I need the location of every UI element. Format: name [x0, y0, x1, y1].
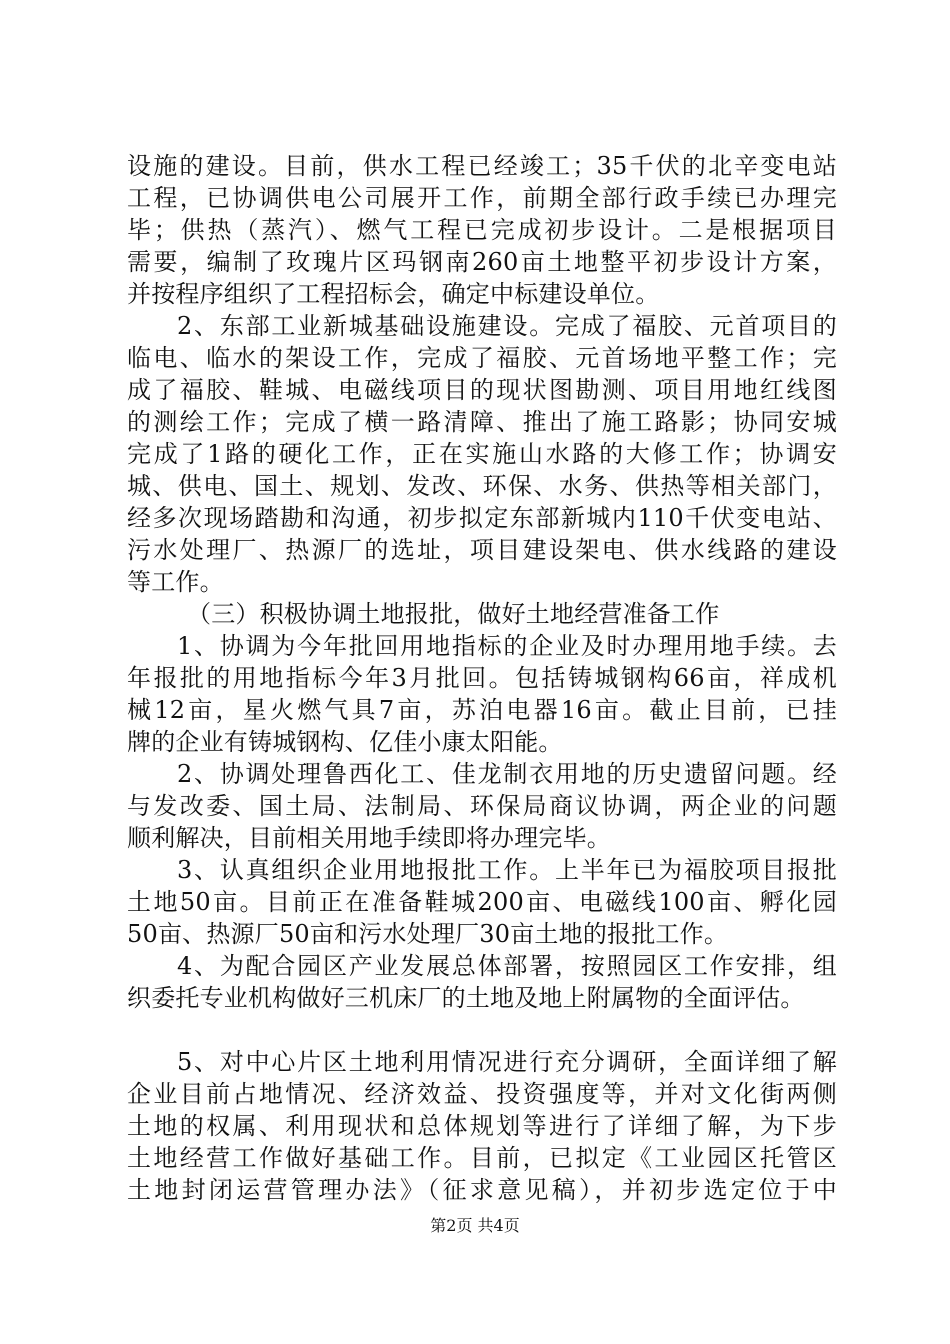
paragraph: [127, 310, 837, 598]
text-line: 4、为配合园区产业发展总体部署，按照园区工作安排，组: [177, 952, 837, 980]
text-line: 械12亩，星火燃气具7亩，苏泊电器16亩。截止目前，已挂: [127, 696, 837, 724]
text-line: 城、供电、国土、规划、发改、环保、水务、供热等相关部门，: [127, 472, 837, 500]
text-line: 成了福胶、鞋城、电磁线项目的现状图勘测、项目用地红线图: [127, 376, 837, 404]
section-heading: （三）积极协调土地报批，做好土地经营准备工作: [187, 600, 720, 628]
text-line: 3、认真组织企业用地报批工作。上半年已为福胶项目报批: [177, 856, 837, 884]
paragraph: [127, 854, 837, 950]
text-line: 等工作。: [127, 568, 224, 596]
text-line: 2、东部工业新城基础设施建设。完成了福胶、元首项目的: [177, 312, 837, 340]
text-line: 土地的权属、利用现状和总体规划等进行了详细了解，为下步: [127, 1112, 837, 1140]
text-line: 50亩、热源厂50亩和污水处理厂30亩土地的报批工作。: [127, 920, 729, 948]
text-line: 2、协调处理鲁西化工、佳龙制衣用地的历史遗留问题。经: [177, 760, 837, 788]
text-line: 土地经营工作做好基础工作。目前，已拟定《工业园区托管区: [127, 1144, 837, 1172]
text-line: 土地封闭运营管理办法》（征求意见稿），并初步选定位于中: [127, 1176, 837, 1204]
text-line: 与发改委、国土局、法制局、环保局商议协调，两企业的问题: [127, 792, 837, 820]
text-line: 设施的建设。目前，供水工程已经竣工；35千伏的北辛变电站: [127, 152, 837, 180]
text-line: 临电、临水的架设工作，完成了福胶、元首场地平整工作；完: [127, 344, 837, 372]
text-line: 牌的企业有铸城钢构、亿佳小康太阳能。: [127, 728, 563, 756]
text-line: 企业目前占地情况、经济效益、投资强度等，并对文化街两侧: [127, 1080, 837, 1108]
blank-line: [127, 1014, 837, 1046]
paragraph: [127, 150, 837, 310]
document-body: [127, 150, 837, 1206]
paragraph: [127, 1046, 837, 1206]
text-line: 毕；供热（蒸汽）、燃气工程已完成初步设计。二是根据项目: [127, 216, 837, 244]
text-line: 5、对中心片区土地利用情况进行充分调研，全面详细了解: [177, 1048, 837, 1076]
text-line: 土地50亩。目前正在准备鞋城200亩、电磁线100亩、孵化园: [127, 888, 837, 916]
text-line: 污水处理厂、热源厂的选址，项目建设架电、供水线路的建设: [127, 536, 837, 564]
text-line: 织委托专业机构做好三机床厂的土地及地上附属物的全面评估。: [127, 984, 805, 1012]
text-line: 的测绘工作；完成了横一路清障、推出了施工路影；协同安城: [127, 408, 837, 436]
text-line: 顺利解决，目前相关用地手续即将办理完毕。: [127, 824, 611, 852]
text-line: 工程，已协调供电公司展开工作，前期全部行政手续已办理完: [127, 184, 837, 212]
paragraph: [127, 758, 837, 854]
text-line: 需要，编制了玫瑰片区玛钢南260亩土地整平初步设计方案，: [127, 248, 837, 276]
text-line: 并按程序组织了工程招标会，确定中标建设单位。: [127, 280, 660, 308]
page-number-footer: 第2页 共4页: [430, 1216, 520, 1235]
text-line: 经多次现场踏勘和沟通，初步拟定东部新城内110千伏变电站、: [127, 504, 837, 532]
paragraph: [127, 950, 837, 1014]
text-line: 年报批的用地指标今年3月批回。包括铸城钢构66亩，祥成机: [127, 664, 837, 692]
text-line: 1、协调为今年批回用地指标的企业及时办理用地手续。去: [177, 632, 837, 660]
text-line: 完成了1路的硬化工作，正在实施山水路的大修工作；协调安: [127, 440, 837, 468]
paragraph: [127, 630, 837, 758]
